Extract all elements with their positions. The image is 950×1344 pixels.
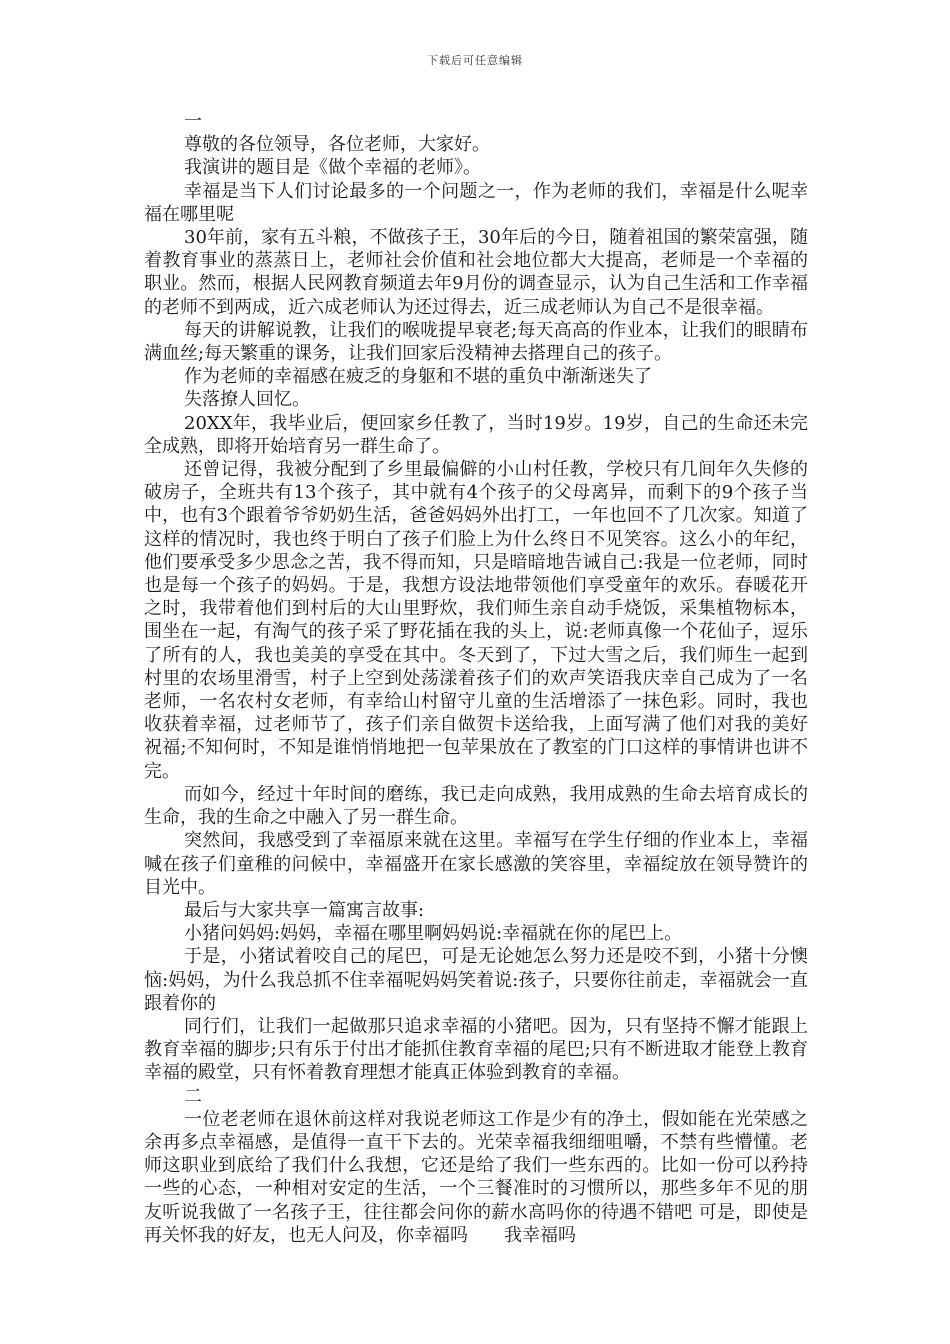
page-header: 下载后可任意编辑 bbox=[427, 54, 523, 67]
paragraph: 20XX年，我毕业后，便回家乡任教了，当时19岁。19岁，自己的生命还未完全成熟，即将开始培育另一群生命了。 bbox=[144, 412, 808, 457]
paragraph: 一位老老师在退休前这样对我说老师这工作是少有的净土，假如能在光荣感之余再多点幸福感，是值得一直干下去的。光荣幸福我细细咀嚼，不禁有些懵懂。老师这职业到底给了我们什么我想，它还是给了我们一些东西的。比如一份可以矜持一些的心态，一种相对安定的生活，一个三餐准时的习惯所以，那些多年不见的朋友听说我做了一名孩子王，往往都会问你的薪水高吗你的待遇不错吧 可是，即使是再关怀我的好友，也无人问及，你幸福吗 我幸福吗 bbox=[144, 1108, 808, 1246]
paragraph: 最后与大家共享一篇寓言故事: bbox=[184, 899, 425, 921]
paragraph: 还曾记得，我被分配到了乡里最偏僻的小山村任教，学校只有几间年久失修的破房子，全班共有13个孩子，其中就有4个孩子的父母离异，而剩下的9个孩子当中，也有3个跟着爷爷奶奶生活，爸爸妈妈外出打工，一年也回不了几次家。知道了这样的情况时，我也终于明白了孩子们脸上为什么终日不见笑容。这么小的年纪，他们要承受多少思念之苦，我不得而知，只是暗暗地告诫自己:我是一位老师，同时也是每一个孩子的妈妈。于是，我想方设法地带领他们享受童年的欢乐。春暖花开之时，我带着他们到村后的大山里野炊，我们师生亲自动手烧饭，采集植物标本，围坐在一起，有淘气的孩子采了野花插在我的头上，说:老师真像一个花仙子，逗乐了所有的人，我也美美的享受在其中。冬天到了，下过大雪之后，我们师生一起到村里的农场里滑雪，村子上空到处荡漾着孩子们的欢声笑语我庆幸自己成为了一名老师，一名农村女老师，有幸给山村留守儿童的生活增添了一抹色彩。同时，我也收获着幸福，过老师节了，孩子们亲自做贺卡送给我，上面写满了他们对我的美好祝福;不知何时，不知是谁悄悄地把一包苹果放在了教室的门口这样的事情讲也讲不完。 bbox=[144, 459, 808, 782]
paragraph: 于是，小猪试着咬自己的尾巴，可是无论她怎么努力还是咬不到，小猪十分懊恼:妈妈，为什么我总抓不住幸福呢妈妈笑着说:孩子，只要你往前走，幸福就会一直跟着你的 bbox=[144, 946, 808, 1014]
paragraph: 幸福是当下人们讨论最多的一个问题之一，作为老师的我们，幸福是什么呢幸福在哪里呢 bbox=[144, 180, 808, 225]
paragraph: 小猪问妈妈:妈妈，幸福在哪里啊妈妈说:幸福就在你的尾巴上。 bbox=[184, 923, 683, 945]
section-heading: 一 bbox=[184, 111, 202, 132]
paragraph: 作为老师的幸福感在疲乏的身躯和不堪的重负中渐渐迷失了 bbox=[184, 366, 652, 388]
paragraph: 尊敬的各位领导，各位老师，大家好。 bbox=[184, 134, 490, 156]
paragraph: 我演讲的题目是《做个幸福的老师》。 bbox=[184, 157, 481, 179]
paragraph: 每天的讲解说教，让我们的喉咙提早衰老;每天高高的作业本，让我们的眼睛布满血丝;每天繁重的课务，让我们回家后没精神去搭理自己的孩子。 bbox=[144, 319, 808, 365]
paragraph: 而如今，经过十年时间的磨练，我已走向成熟，我用成熟的生命去培育成长的生命，我的生命之中融入了另一群生命。 bbox=[144, 783, 808, 829]
section-heading: 二 bbox=[184, 1085, 202, 1107]
paragraph: 突然间，我感受到了幸福原来就在这里。幸福写在学生仔细的作业本上，幸福喊在孩子们童稚的问候中，幸福盛开在家长感激的笑容里，幸福绽放在领导赞许的目光中。 bbox=[144, 830, 808, 898]
paragraph: 失落撩人回忆。 bbox=[184, 389, 310, 411]
document-body bbox=[144, 110, 808, 1247]
paragraph: 30年前，家有五斗粮，不做孩子王，30年后的今日，随着祖国的繁荣富强，随着教育事业的蒸蒸日上，老师社会价值和社会地位都大大提高，老师是一个幸福的职业。然而，根据人民网教育频道去年9月份的调查显示，认为自己生活和工作幸福的老师不到两成，近六成老师认为还过得去，近三成老师认为自己不是很幸福。 bbox=[144, 227, 808, 318]
paragraph: 同行们，让我们一起做那只追求幸福的小猪吧。因为，只有坚持不懈才能跟上教育幸福的脚步;只有乐于付出才能抓住教育幸福的尾巴;只有不断进取才能登上教育幸福的殿堂，只有怀着教育理想才能真正体验到教育的幸福。 bbox=[144, 1015, 808, 1084]
